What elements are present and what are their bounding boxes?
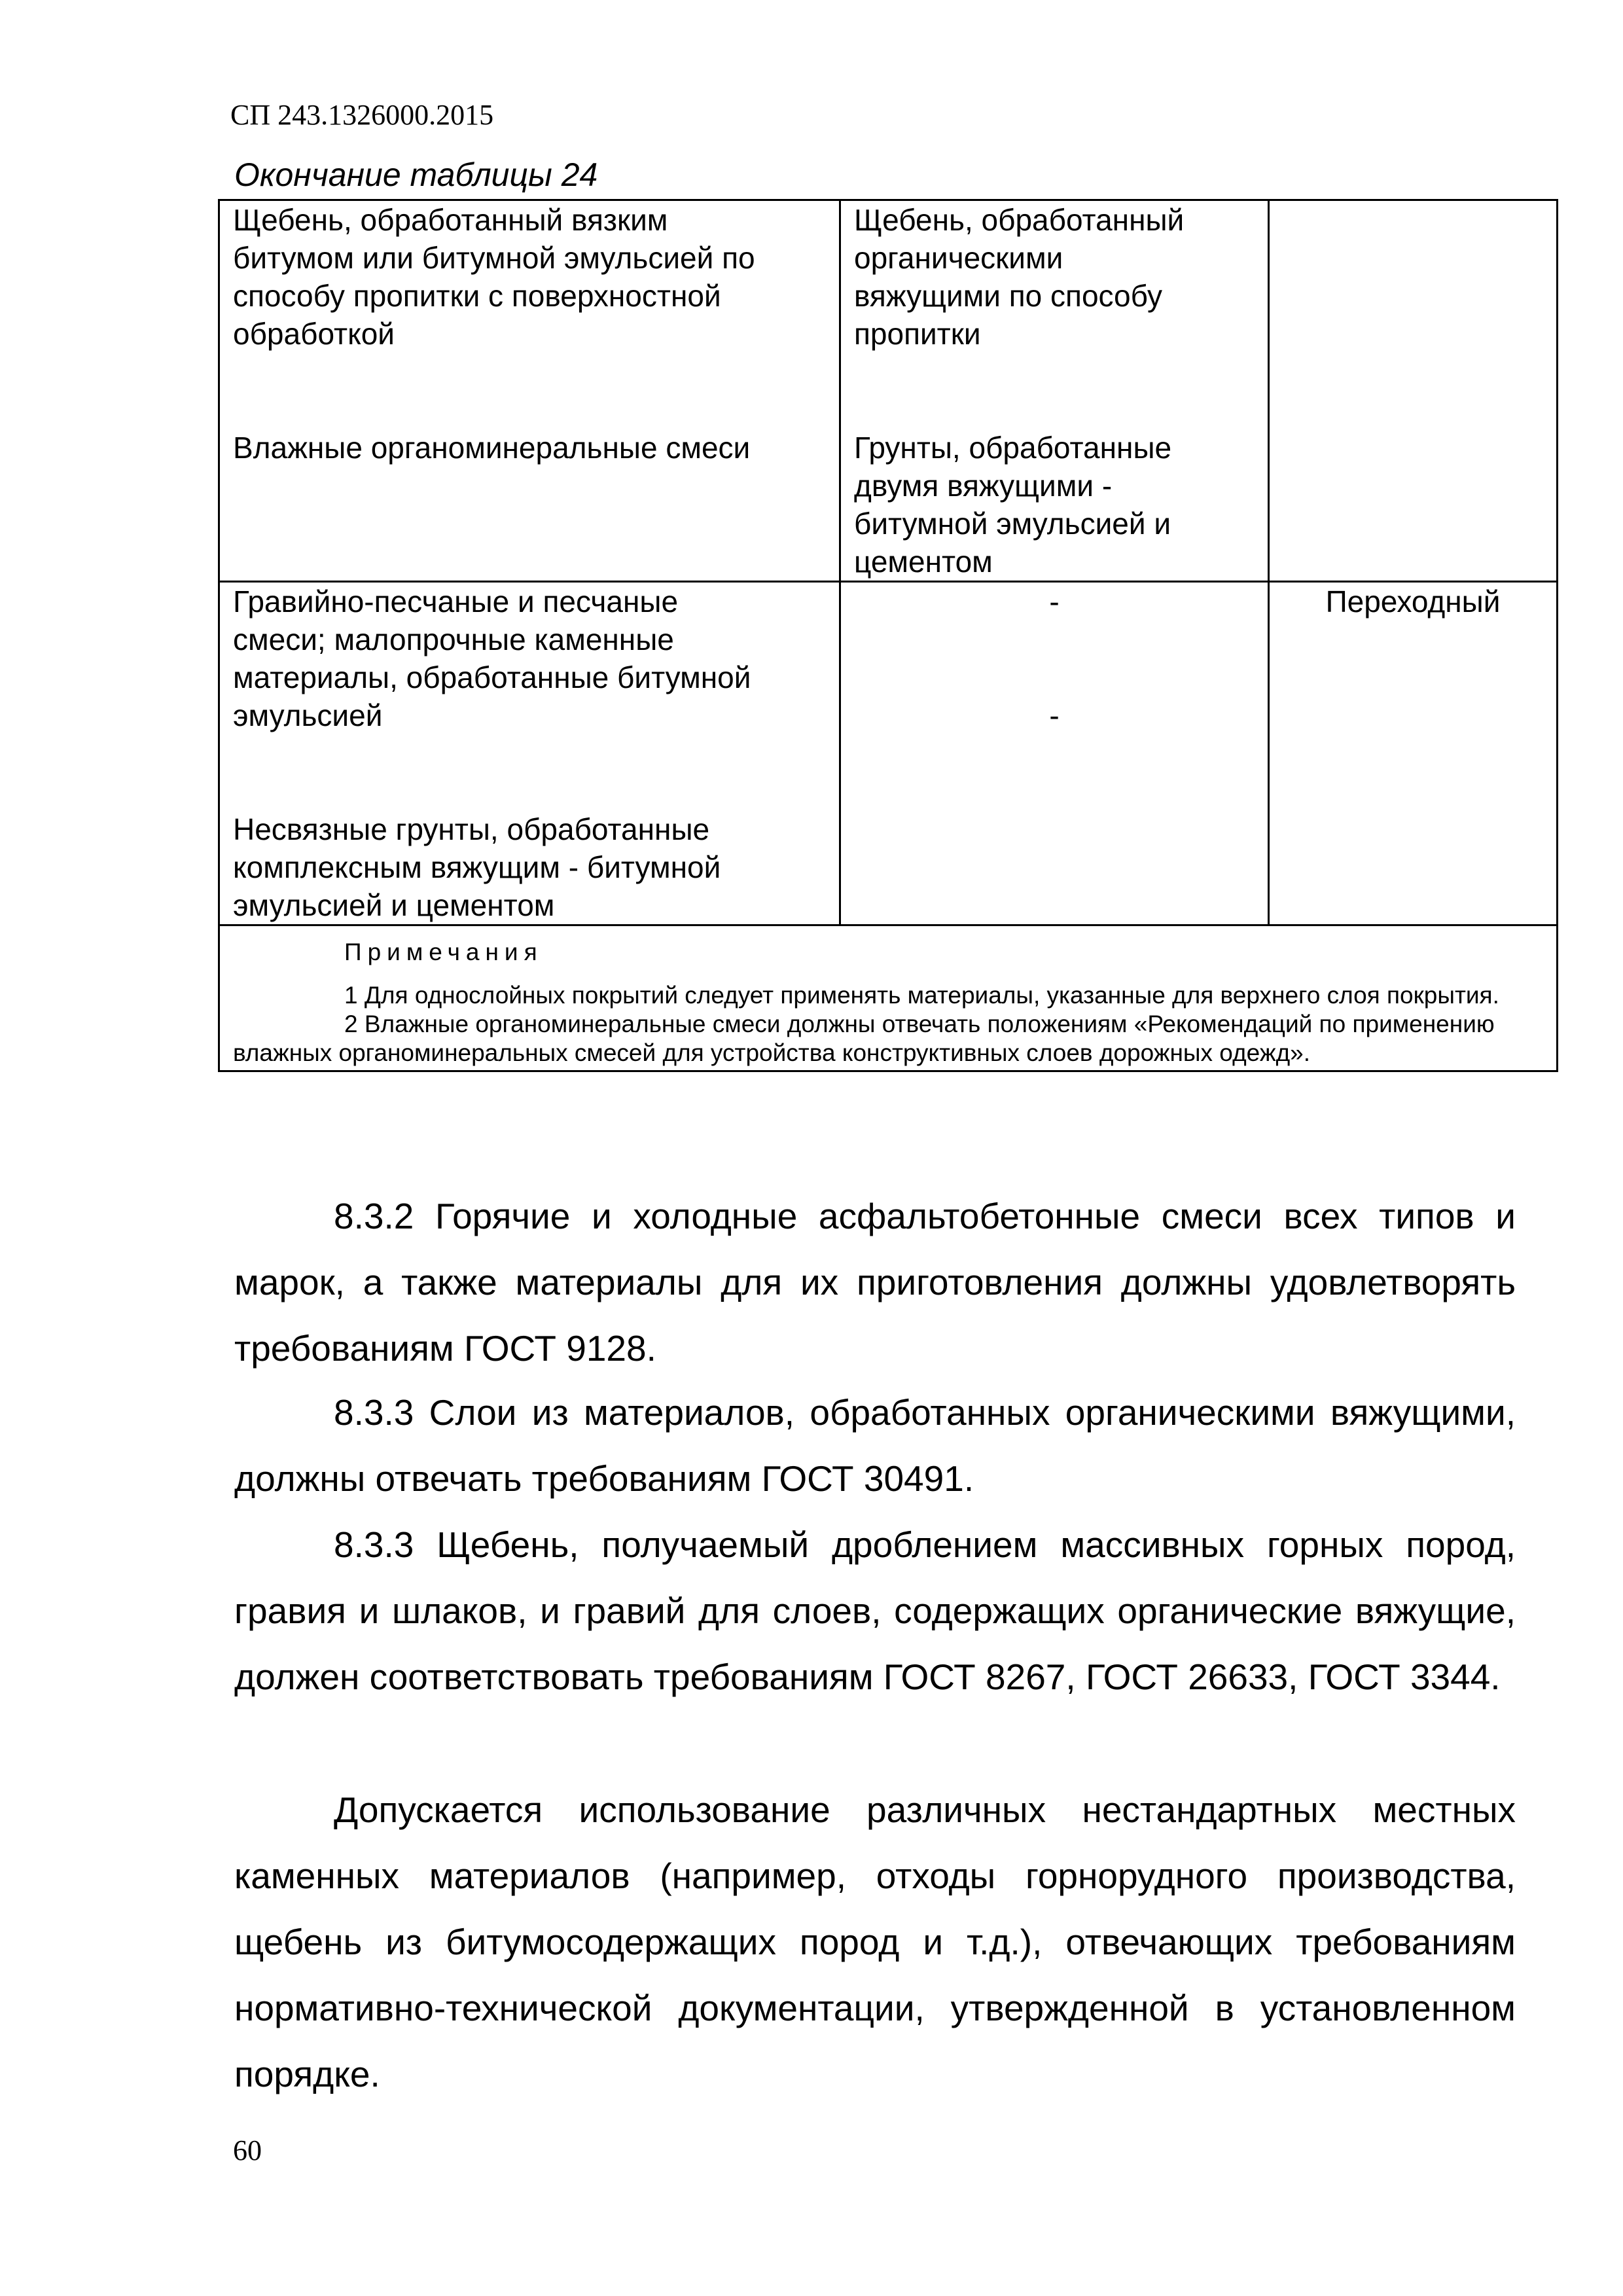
materials-table <box>218 199 1558 1072</box>
cell-text: Гравийно-песчаные и песчаные смеси; малопрочные каменные материалы, обработанные битумной эмульсией <box>233 584 751 732</box>
cell-text: - <box>1049 698 1060 732</box>
paragraph-8-3-3-layers: 8.3.3 Слои из материалов, обработанных органическими вяжущими, должны отвечать требованиям ГОСТ 30491. <box>234 1392 1516 1499</box>
cell-text: Влажные органоминеральные смеси <box>233 431 751 465</box>
cell-gap <box>854 353 1255 429</box>
table-row <box>219 200 1558 582</box>
table-cell <box>219 582 840 925</box>
table-cell <box>840 200 1269 582</box>
cell-gap <box>233 734 826 810</box>
table-cell <box>1269 200 1558 582</box>
cell-text: Переходный <box>1325 584 1501 619</box>
cell-text: Грунты, обработанные двумя вяжущими - битумной эмульсией и цементом <box>854 431 1172 579</box>
paragraph-8-3-3-crushed-stone: 8.3.3 Щебень, получаемый дроблением массивных горных пород, гравия и шлаков, и гравий для слоев, содержащих органические вяжущие, должен соответствовать требованиям ГОСТ 8267, ГОСТ 26633, ГОСТ 3344. <box>234 1524 1516 1697</box>
cell-gap <box>233 353 826 429</box>
cell-text: - <box>1049 584 1060 619</box>
table-row <box>219 582 1558 925</box>
cell-text: Щебень, обработанный органическими вяжущими по способу пропитки <box>854 203 1185 351</box>
document-code: СП 243.1326000.2015 <box>230 99 494 131</box>
cell-text: Щебень, обработанный вязким битумом или битумной эмульсией по способу пропитки с поверхностной обработкой <box>233 203 755 351</box>
table-caption: Окончание таблицы 24 <box>234 156 598 193</box>
paragraph-allowed-materials: Допускается использование различных нестандартных местных каменных материалов (например, отходы горнорудного производства, щебень из битумосодержащих пород и т.д.), отвечающих требованиям нормативно-технической документации, утвержденной в установленном порядке. <box>234 1789 1516 2094</box>
page-number: 60 <box>233 2134 262 2166</box>
cell-text: Несвязные грунты, обработанные комплексным вяжущим - битумной эмульсией и цементом <box>233 812 721 922</box>
table-cell <box>219 200 840 582</box>
table-notes-row <box>219 925 1558 1071</box>
note-item: 1 Для однослойных покрытий следует применять материалы, указанные для верхнего слоя покрытия. <box>344 982 1499 1009</box>
paragraph-8-3-2: 8.3.2 Горячие и холодные асфальтобетонные смеси всех типов и марок, а также материалы для их приготовления должны удовлетворять требованиям ГОСТ 9128. <box>234 1196 1516 1369</box>
notes-cell <box>219 925 1558 1071</box>
note-item: 2 Влажные органоминеральные смеси должны отвечать положениям «Рекомендаций по применению влажных органоминеральных смесей для устройства конструктивных слоев дорожных одежд». <box>233 1011 1495 1066</box>
table-cell <box>1269 582 1558 925</box>
table-cell <box>840 582 1269 925</box>
cell-gap <box>854 620 1255 696</box>
notes-title: Примечания <box>344 939 543 965</box>
